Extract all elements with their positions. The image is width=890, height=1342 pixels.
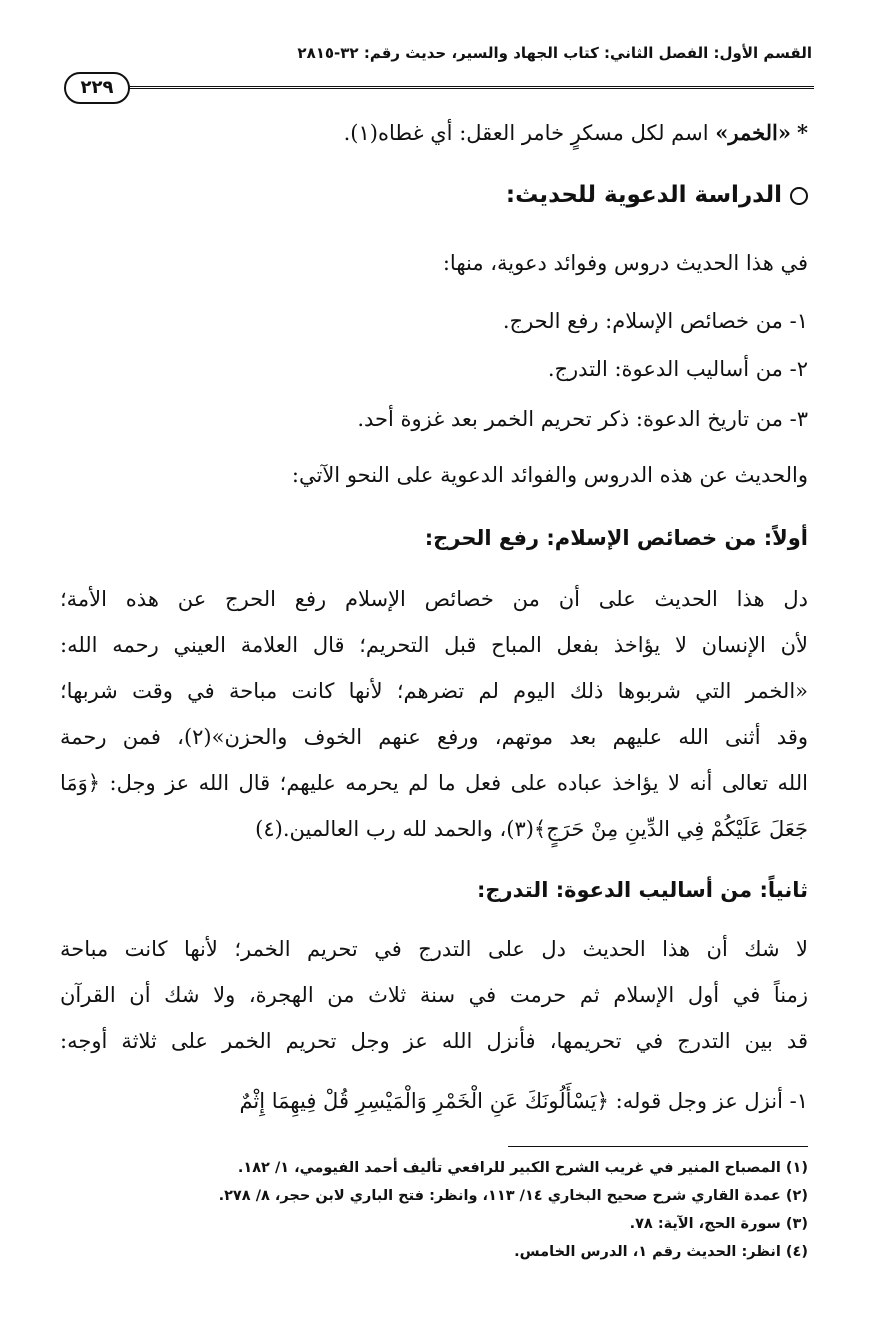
page-number: ٢٢٩ — [64, 72, 130, 104]
paragraph-line: زمناً في أول الإسلام ثم حرمت في سنة ثلاث من الهجرة، ولا شك أن القرآن — [60, 983, 808, 1007]
paragraph-line: «الخمر التي شربوها ذلك اليوم لم تضرهم؛ لأنها كانت مباحة في وقت شربها؛ — [60, 679, 808, 703]
section-heading — [60, 182, 808, 208]
first-lesson-heading: أولاً: من خصائص الإسلام: رفع الحرج: — [424, 526, 808, 550]
header-rule — [118, 86, 814, 91]
footnote: (٢) عمدة القاري شرح صحيح البخاري ١٤/ ١١٣، وانظر: فتح الباري لابن حجر، ٨/ ٢٧٨. — [218, 1188, 808, 1204]
defined-term: «الخمر» — [715, 120, 792, 145]
footnote: (١) المصباح المنير في غريب الشرح الكبير للرافعي تأليف أحمد الفيومي، ١/ ١٨٢. — [237, 1160, 808, 1176]
circle-bullet-icon — [790, 187, 808, 205]
footnote: (٣) سورة الحج، الآية: ٧٨. — [629, 1216, 808, 1232]
paragraph-line: جَعَلَ عَلَيْكُمْ فِي الدِّينِ مِنْ حَرَجٍ﴾(٣)، والحمد لله رب العالمين.(٤) — [255, 817, 808, 841]
paragraph-line: دل هذا الحديث على أن من خصائص الإسلام رفع الحرج عن هذه الأمة؛ — [60, 587, 808, 611]
second-lesson-heading: ثانياً: من أساليب الدعوة: التدرج: — [476, 878, 808, 902]
paragraph-line: لا شك أن هذا الحديث دل على التدرج في تحريم الخمر؛ لأنها كانت مباحة — [60, 937, 808, 961]
lesson-item: ٣- من تاريخ الدعوة: ذكر تحريم الخمر بعد غزوة أحد. — [357, 407, 808, 431]
asterisk-icon: * — [797, 120, 808, 145]
running-header: القسم الأول: الفصل الثاني: كتاب الجهاد والسير، حديث رقم: ٣٢-٢٨١٥ — [297, 44, 812, 62]
paragraph-line: لأن الإنسان لا يؤاخذ بفعل المباح قبل التحريم؛ قال العلامة العيني رحمه الله: — [60, 633, 808, 657]
footnote-rule — [508, 1146, 808, 1147]
footnote: (٤) انظر: الحديث رقم ١، الدرس الخامس. — [514, 1244, 808, 1260]
paragraph-line: قد بين التدرج في تحريمها، فأنزل الله عز وجل تحريم الخمر على ثلاثة أوجه: — [60, 1029, 808, 1053]
paragraph-line: الله تعالى أنه لا يؤاخذ عباده على فعل ما لم يحرمه عليهم؛ قال الله عز وجل: ﴿وَمَا — [60, 771, 808, 795]
definition-line — [60, 116, 808, 150]
section-title: الدراسة الدعوية للحديث: — [505, 182, 782, 208]
lesson-item: ١- من خصائص الإسلام: رفع الحرج. — [502, 309, 808, 333]
paragraph-line: وقد أثنى الله عليهم بعد موتهم، ورفع عنهم الخوف والحزن»(٢)، فمن رحمة — [60, 725, 808, 749]
intro-line: في هذا الحديث دروس وفوائد دعوية، منها: — [442, 251, 808, 275]
quran-verse-line: ١- أنزل عز وجل قوله: ﴿يَسْأَلُونَكَ عَنِ الْخَمْرِ وَالْمَيْسِرِ قُلْ فِيهِمَا إِثْمٌ — [239, 1089, 808, 1113]
lesson-item: ٢- من أساليب الدعوة: التدرج. — [547, 357, 808, 381]
transition-line: والحديث عن هذه الدروس والفوائد الدعوية على النحو الآتي: — [291, 463, 808, 487]
definition-text: اسم لكل مسكرٍ خامر العقل: أي غطاه(١). — [343, 121, 716, 145]
